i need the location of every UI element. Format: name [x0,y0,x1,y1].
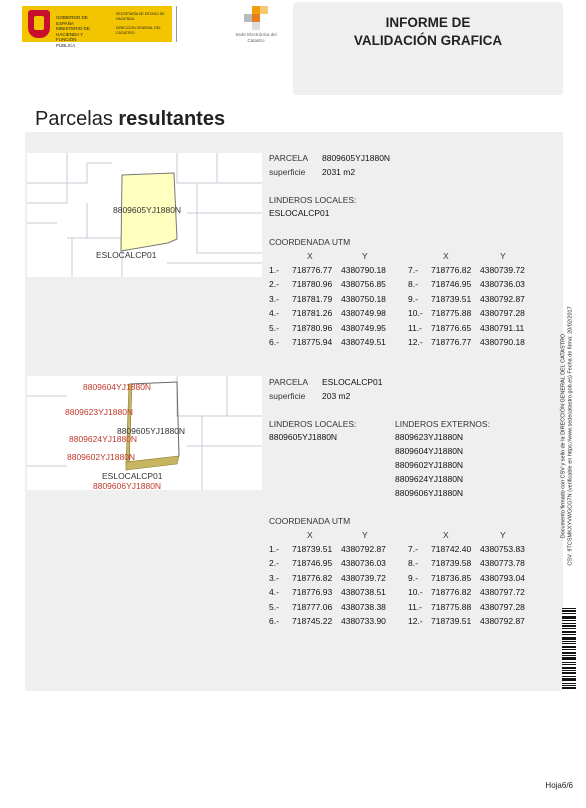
coord-y: 4380750.18 [341,293,386,304]
secretaria-text: SECRETARÍA DE ESTADO DE HACIENDA [116,12,165,21]
catastro-logo [232,4,280,46]
report-title-line1: INFORME DE [385,15,471,30]
coord-y: 4380739.72 [480,265,525,275]
parcel1-superficie-value: 2031 m2 [322,167,356,177]
gov-text: GOBIERNO DE ESPAÑA [56,15,88,26]
parcel2-map-label: 8809623YJ1880N [65,407,134,417]
coord-x: 718746.95 [292,558,333,569]
coord-y: 4380790.18 [480,337,525,347]
parcel2-col-x-right: X [443,530,449,540]
coord-index: 5.- [269,322,279,333]
coord-x: 718780.96 [292,322,333,333]
parcel2-superficie-value: 203 m2 [322,391,351,401]
coord-y: 4380797.28 [480,308,525,319]
csv-line2: CSV: 9TCSMKXYVWGCG7N (verificable en https://www.sedecatastro.gob.es) Fecha de firma: 20/02/2017 [567,306,573,566]
parcel2-linderos-locales-label: LINDEROS LOCALES: [269,419,357,429]
coord-x: 718780.96 [292,279,333,290]
parcel2-map-svg [27,376,262,490]
coord-index: 9.- [408,572,418,583]
coord-index: 8.- [408,279,418,290]
parcel2-parcela-value: ESLOCALCP01 [322,377,383,387]
parcel2-linderos-externos-label: LINDEROS EXTERNOS: [395,419,490,429]
parcel1-map [27,153,262,277]
coord-y: 4380773.78 [480,558,525,569]
parcel2-lindero-externo: 8809623YJ1880N [395,432,464,442]
coord-x: 718739.51 [292,544,333,554]
coord-x: 718775.88 [431,308,472,319]
coord-x: 718745.22 [292,616,333,626]
coord-y: 4380736.03 [341,558,386,569]
direccion-text: DIRECCIÓN GENERAL DEL CATASTRO [116,26,161,35]
coord-x: 718776.93 [292,587,333,598]
coord-y: 4380749.51 [341,337,386,347]
parcel1-col-y-left: Y [362,251,368,261]
parcel2-col-y-right: Y [500,530,506,540]
coord-y: 4380756.85 [341,279,386,290]
coord-index: 3.- [269,572,279,583]
coord-index: 10.- [408,587,423,598]
coord-x: 718776.77 [292,265,333,275]
coord-x: 718742.40 [431,544,472,554]
coord-y: 4380792.87 [480,293,525,304]
parcel2-lindero-externo: 8809624YJ1880N [395,474,464,484]
coord-index: 2.- [269,279,279,290]
parcel1-superficie-label: superficie [269,167,306,177]
parcel2-linderos-locales-value: 8809605YJ1880N [269,432,338,442]
coord-y: 4380738.38 [341,601,386,612]
coord-x: 718775.94 [292,337,333,347]
catastro-square-icon [252,14,260,22]
coord-y: 4380733.90 [341,616,386,626]
parcel1-col-x-right: X [443,251,449,261]
parcel2-col-y-left: Y [362,530,368,540]
catastro-square-icon [260,6,268,14]
coord-x: 718739.51 [431,616,472,626]
parcel1-parcela-value: 8809605YJ1880N [322,153,391,163]
coord-y: 4380793.04 [480,572,525,583]
parcel1-parcela-label: PARCELA [269,153,309,163]
header-divider [176,6,177,42]
coord-index: 5.- [269,601,279,612]
parcel2-map-label: 8809605YJ1880N [117,426,186,436]
coord-x: 718781.26 [292,308,333,319]
coord-x: 718776.82 [292,572,333,583]
coord-y: 4380739.72 [341,572,386,583]
coord-x: 718746.95 [431,279,472,290]
government-logo [22,6,172,48]
parcel1-coord-label: COORDENADA UTM [269,237,351,247]
coord-x: 718736.85 [431,572,472,583]
coord-index: 1.- [269,544,279,554]
coat-of-arms-icon [28,10,50,38]
coord-x: 718739.58 [431,558,472,569]
coord-index: 3.- [269,293,279,304]
catastro-square-icon [252,22,260,30]
report-title-line2: VALIDACIÓN GRAFICA [353,33,503,48]
ministry-text: MINISTERIO DE HACIENDA Y FUNCIÓN PÚBLICA [56,26,90,48]
coord-x: 718777.06 [292,601,333,612]
parcel2-map-label: 8809624YJ1880N [69,434,138,444]
coord-index: 11.- [408,601,423,612]
coord-x: 718775.88 [431,601,472,612]
coord-y: 4380797.72 [480,587,525,598]
coord-index: 7.- [408,544,418,554]
coord-index: 7.- [408,265,418,275]
catastro-square-icon [244,14,252,22]
coord-index: 6.- [269,337,279,347]
parcel1-map-svg [27,153,262,277]
parcel1-col-x-left: X [307,251,313,261]
coord-index: 12.- [408,616,423,626]
coord-y: 4380753.83 [480,544,525,554]
csv-line1: Documento firmado con CSV y sello de la DIRECCIÓN GENERAL DEL CATASTRO [560,333,567,539]
coord-y: 4380791.11 [480,322,525,333]
parcel2-map-label: 8809606YJ1880N [93,481,162,490]
coord-x: 718776.77 [431,337,472,347]
coord-index: 12.- [408,337,423,347]
coord-index: 10.- [408,308,423,319]
coord-index: 9.- [408,293,418,304]
parcel2-map-label: 8809602YJ1880N [67,452,136,462]
coord-index: 11.- [408,322,423,333]
parcel1-map-label: 8809605YJ1880N [113,205,182,215]
parcel2-col-x-left: X [307,530,313,540]
parcel2-parcela-label: PARCELA [269,377,309,387]
parcel2-superficie-label: superficie [269,391,306,401]
parcel1-col-y-right: Y [500,251,506,261]
parcel2-lindero-externo: 8809602YJ1880N [395,460,464,470]
coord-index: 4.- [269,308,279,319]
coord-x: 718739.51 [431,293,472,304]
coord-y: 4380797.28 [480,601,525,612]
coord-x: 718781.79 [292,293,333,304]
coord-index: 8.- [408,558,418,569]
csv-signature-text [557,236,577,636]
parcel2-lindero-externo: 8809606YJ1880N [395,488,464,498]
coord-x: 718776.65 [431,322,472,333]
coord-y: 4380738.51 [341,587,386,598]
coord-y: 4380749.98 [341,308,386,319]
parcel1-linderos-value: ESLOCALCP01 [269,208,330,218]
sede-text: Sede Electrónica del Catastro [235,32,277,43]
parcel2-lindero-externo: 8809604YJ1880N [395,446,464,456]
coord-index: 6.- [269,616,279,626]
coord-index: 4.- [269,587,279,598]
section-title: Parcelas resultantes [35,108,226,130]
coord-x: 718776.82 [431,265,472,275]
barcode-icon [562,608,576,688]
coord-index: 2.- [269,558,279,569]
coord-y: 4380790.18 [341,265,386,275]
parcel2-map [27,376,262,490]
page-number: Hoja6/6 [545,781,573,790]
parcel2-map-label: 8809604YJ1880N [83,382,152,392]
coord-index: 1.- [269,265,279,275]
coord-y: 4380792.87 [480,616,525,626]
parcel2-coord-label: COORDENADA UTM [269,516,351,526]
report-title-box [293,2,563,95]
parcel1-linderos-label: LINDEROS LOCALES: [269,195,357,205]
coord-y: 4380792.87 [341,544,386,554]
parcel2-map-label: ESLOCALCP01 [102,471,163,481]
parcel1-map-sublabel: ESLOCALCP01 [96,250,157,260]
coord-y: 4380736.03 [480,279,525,290]
catastro-square-icon [252,6,260,14]
coord-x: 718776.82 [431,587,472,598]
coord-y: 4380749.95 [341,322,386,333]
